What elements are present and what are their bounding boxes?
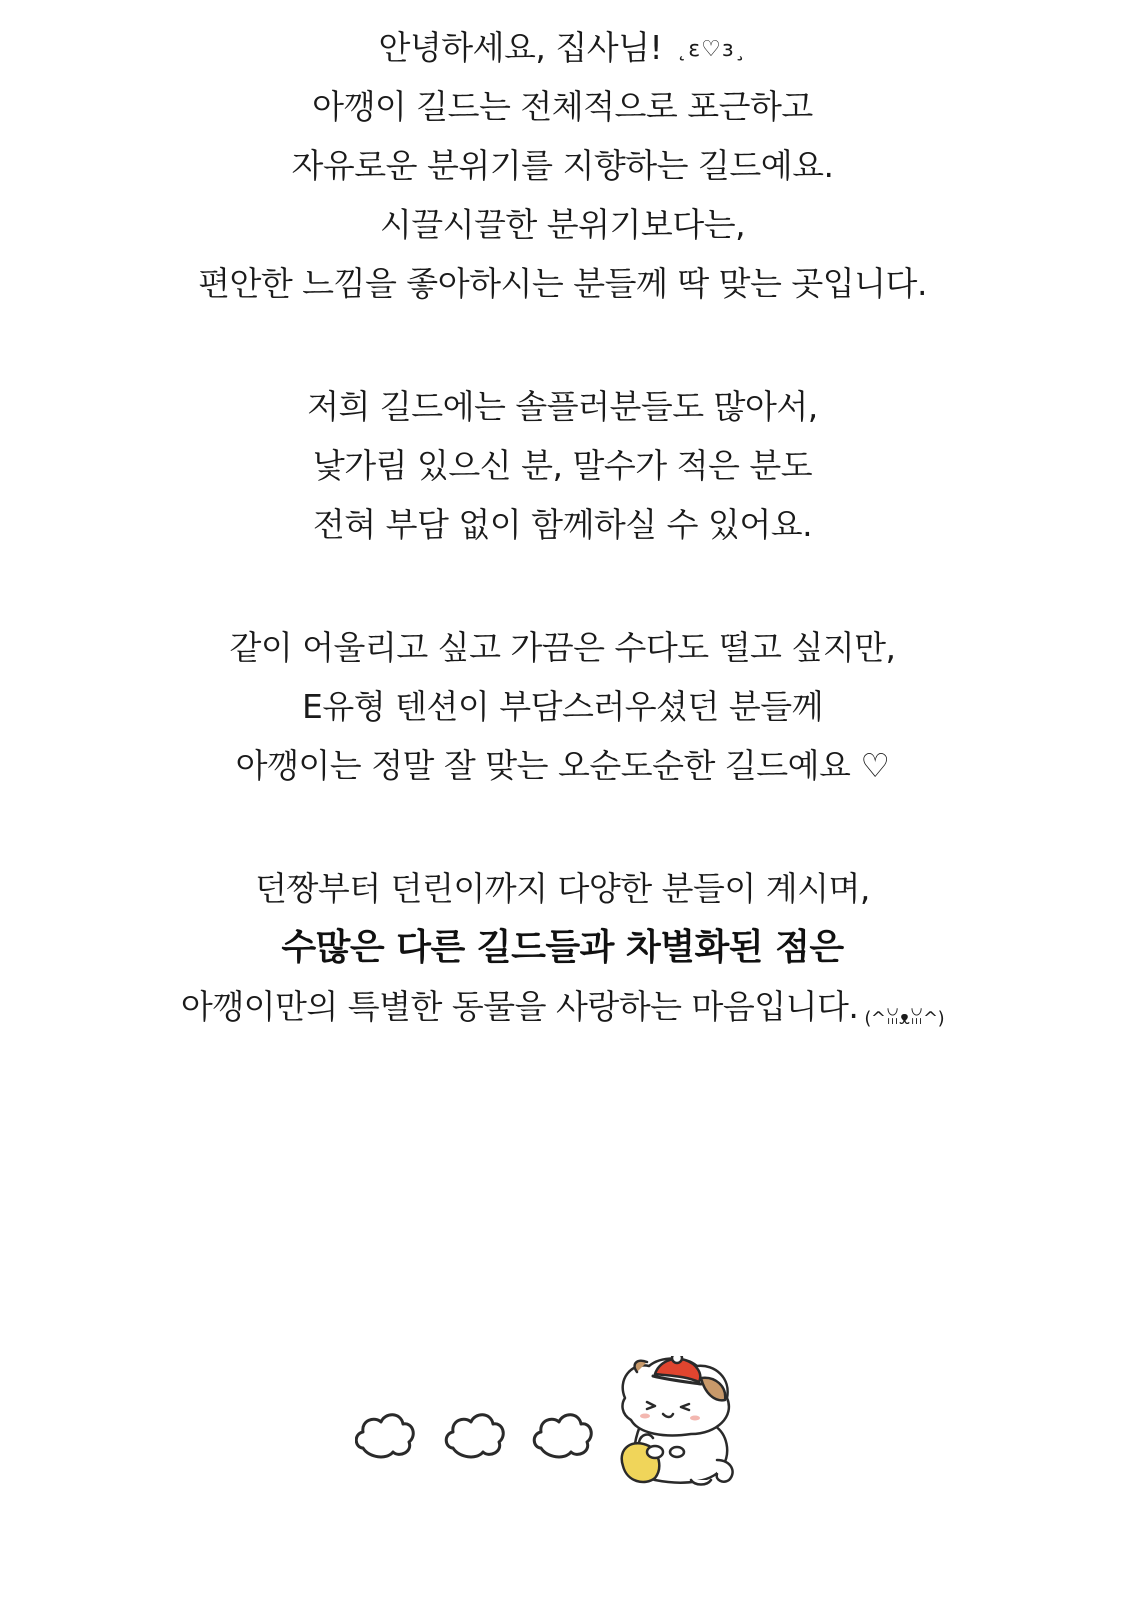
solo-line: 낯가림 있으신 분, 말수가 적은 분도 [312, 446, 813, 485]
closing-line [0, 977, 1125, 1036]
solo-line: 저희 길드에는 솔플러분들도 많아서, [307, 387, 818, 426]
closing-text: 아깽이만의 특별한 동물을 사랑하는 마음입니다. [180, 987, 859, 1026]
mascot-illustration [355, 1356, 755, 1506]
mood-line: 아깽이는 정말 잘 맞는 오순도순한 길드예요 ♡ [235, 746, 890, 785]
intro-paragraph-solo [0, 377, 1125, 554]
solo-line: 전혀 부담 없이 함께하실 수 있어요. [312, 505, 813, 544]
cloud-icon [534, 1415, 591, 1457]
cat-mascot-icon [622, 1356, 733, 1485]
greeting-line [0, 18, 1125, 77]
intro-paragraph-mood [0, 618, 1125, 795]
guild-intro [0, 18, 1125, 1100]
intro-paragraph-greeting [0, 18, 1125, 313]
cloud-icon [356, 1415, 413, 1457]
greeting-text: 안녕하세요, 집사님! [378, 28, 663, 67]
mood-line: E유형 텐션이 부담스러우셨던 분들께 [302, 687, 823, 726]
mood-line: 같이 어울리고 싶고 가끔은 수다도 떨고 싶지만, [229, 628, 896, 667]
intro-line: 편안한 느낌을 좋아하시는 분들께 딱 맞는 곳입니다. [198, 264, 927, 303]
intro-line: 시끌시끌한 분위기보다는, [379, 205, 746, 244]
cat-emoticon: (^ꈍᴥꈍ^) [864, 1008, 945, 1029]
members-line: 던짱부터 던린이까지 다양한 분들이 계시며, [255, 869, 870, 908]
cloud-icon [446, 1415, 503, 1457]
intro-paragraph-members [0, 859, 1125, 1036]
intro-line: 아깽이 길드는 전체적으로 포근하고 [312, 87, 813, 126]
highlight-line: 수많은 다른 길드들과 차별화된 점은 [281, 927, 844, 968]
intro-line: 자유로운 분위기를 지향하는 길드예요. [291, 146, 834, 185]
heart-emoticon: ˛ε♡з¸ [676, 37, 747, 62]
